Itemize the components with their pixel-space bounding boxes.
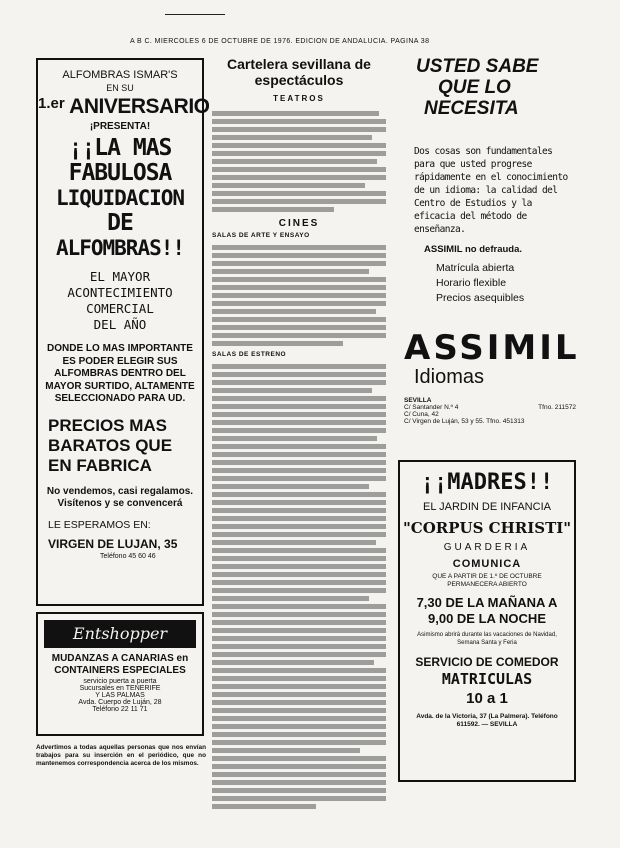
ismar-headline-line: DE — [107, 210, 133, 236]
mudanzas-logo: Entshopper — [44, 620, 196, 648]
ismar-mayor-line: EL MAYOR — [89, 269, 151, 284]
cartelera-column — [212, 56, 386, 796]
assimil-headline — [416, 56, 576, 119]
mudanzas-line7: Teléfono 22 11 71 — [92, 706, 148, 713]
madres-direccion: Avda. de la Victoria, 37 (La Palmera). Teléfono 611592. — SEVILLA — [416, 713, 558, 728]
ismar-headline-line: LIQUIDACION — [55, 186, 185, 210]
ismar-precios-line: EN FABRICA — [48, 455, 152, 475]
assimil-addr3: C/ Virgen de Luján, 53 y 55. Tfno. 451313 — [404, 418, 525, 425]
salas-estreno-listing — [212, 364, 386, 809]
madres-horas: 10 a 1 — [466, 690, 508, 707]
ismar-headline-line: FABULOSA — [68, 160, 172, 186]
mudanzas-line5: Y LAS PALMAS — [95, 692, 145, 699]
assimil-headline-line: USTED SABE — [416, 56, 539, 77]
cartelera-subtitle: espectáculos — [254, 72, 344, 88]
madres-jardin: EL JARDIN DE INFANCIA — [423, 501, 551, 513]
salas-arte-heading: SALAS DE ARTE Y ENSAYO — [212, 232, 310, 239]
madres-heading: ¡¡MADRES!! — [420, 470, 554, 495]
madres-vacaciones: Asimismo abrirá durante las vacaciones de Navidad, Semana Santa y Feria — [417, 632, 557, 646]
assimil-addr2: C/ Cuna, 42 — [404, 411, 439, 418]
teatros-heading: TEATROS — [273, 94, 325, 103]
mudanzas-line4: Sucursales en TENERIFE — [79, 685, 161, 692]
ismar-headline — [38, 136, 202, 261]
assimil-feature: Precios asequibles — [436, 292, 525, 304]
madres-apertura: QUE A PARTIR DE 1.º DE OCTUBRE PERMANECERA ABIERTO — [432, 573, 542, 588]
ad-mudanzas — [36, 612, 204, 736]
ad-madres — [398, 460, 576, 782]
page-header: A B C. MIERCOLES 6 DE OCTUBRE DE 1976. EDICION DE ANDALUCIA. PAGINA 38 — [130, 38, 430, 45]
madres-horario-2: 9,00 DE LA NOCHE — [428, 611, 546, 626]
ismar-mayor-line: DEL AÑO — [93, 317, 147, 332]
madres-matriculas: MATRICULAS — [441, 670, 533, 688]
madres-comunica: COMUNICA — [452, 558, 522, 570]
assimil-addr1: C/ Santander N.º 4 — [404, 404, 459, 411]
ad-assimil — [404, 56, 580, 446]
ismar-aniversario: ANIVERSARIO — [69, 95, 210, 118]
ismar-precios-line: BARATOS QUE — [48, 435, 173, 455]
ismar-headline-line: ¡¡LA MAS — [68, 135, 172, 161]
ad-ismar — [36, 58, 210, 606]
mudanzas-line2: CONTAINERS ESPECIALES — [54, 665, 186, 676]
ismar-body: DONDE LO MAS IMPORTANTE ES PODER ELEGIR SUS ALFOMBRAS DENTRO DEL MAYOR SURTIDO, ALTAMENTE SELECCIONADO PARA UD. — [45, 343, 195, 404]
assimil-idiomas: Idiomas — [414, 366, 485, 388]
ismar-en-su: EN SU — [106, 83, 134, 93]
ismar-ordinal: 1.er — [38, 95, 65, 112]
assimil-headline-line: QUE LO — [438, 77, 511, 98]
assimil-headline-line: NECESITA — [424, 98, 519, 119]
assimil-body: Dos cosas son fundamentales para que usted progrese rápidamente en el conocimiento de un idioma: la calidad del Centro de Estudios y la eficacia del método de enseñanza. — [414, 146, 568, 235]
assimil-defrauda: ASSIMIL no defrauda. — [424, 244, 523, 255]
cines-heading: CINES — [278, 218, 320, 229]
assimil-tel1: Tfno. 211572 — [538, 404, 576, 411]
salas-estreno-heading: SALAS DE ESTRENO — [212, 351, 287, 358]
madres-horario-1: 7,30 DE LA MAÑANA A — [416, 595, 558, 610]
mudanzas-line6: Avda. Cuerpo de Luján, 28 — [78, 699, 162, 706]
madres-corpus: "CORPUS CHRISTI" — [402, 519, 572, 537]
mudanzas-line3: servicio puerta a puerta — [83, 678, 157, 685]
ismar-address: VIRGEN DE LUJAN, 35 — [48, 536, 178, 551]
madres-comedor: SERVICIO DE COMEDOR — [415, 655, 559, 669]
assimil-logo: ASSIMIL — [404, 328, 580, 368]
assimil-city: SEVILLA — [404, 397, 432, 404]
ismar-mayor — [38, 269, 202, 333]
notice-text: Advertimos a todas aquellas personas que nos envían trabajos para su inserción en el periódico, que no mantenemos correspondencia acerca de los mismos. — [36, 744, 206, 767]
ismar-headline-line: ALFOMBRAS!! — [55, 236, 185, 260]
assimil-feature: Horario flexible — [436, 277, 507, 289]
ismar-presenta: ¡PRESENTA! — [89, 121, 151, 132]
ismar-mayor-line: ACONTECIMIENTO — [67, 285, 173, 300]
ismar-mayor-line: COMERCIAL — [86, 301, 154, 316]
header-rule — [165, 14, 225, 15]
ismar-esperamos: LE ESPERAMOS EN: — [48, 518, 151, 531]
ismar-precios — [48, 416, 202, 476]
ismar-phone: Teléfono 45 60 46 — [100, 552, 156, 560]
assimil-features — [436, 261, 576, 306]
ismar-precios-line: PRECIOS MAS — [48, 415, 168, 435]
cartelera-title: Cartelera sevillana de — [227, 56, 371, 72]
madres-guarderia: GUARDERIA — [443, 542, 531, 553]
assimil-address-row — [404, 404, 576, 411]
ismar-vendemos: No vendemos, casi regalamos. Visítenos y se convencerá — [46, 485, 194, 509]
assimil-feature: Matrícula abierta — [436, 262, 515, 274]
salas-arte-listing — [212, 245, 386, 346]
ismar-name: ALFOMBRAS ISMAR'S — [62, 69, 178, 81]
mudanzas-line1: MUDANZAS A CANARIAS en — [51, 653, 189, 664]
teatros-listing — [212, 111, 386, 212]
